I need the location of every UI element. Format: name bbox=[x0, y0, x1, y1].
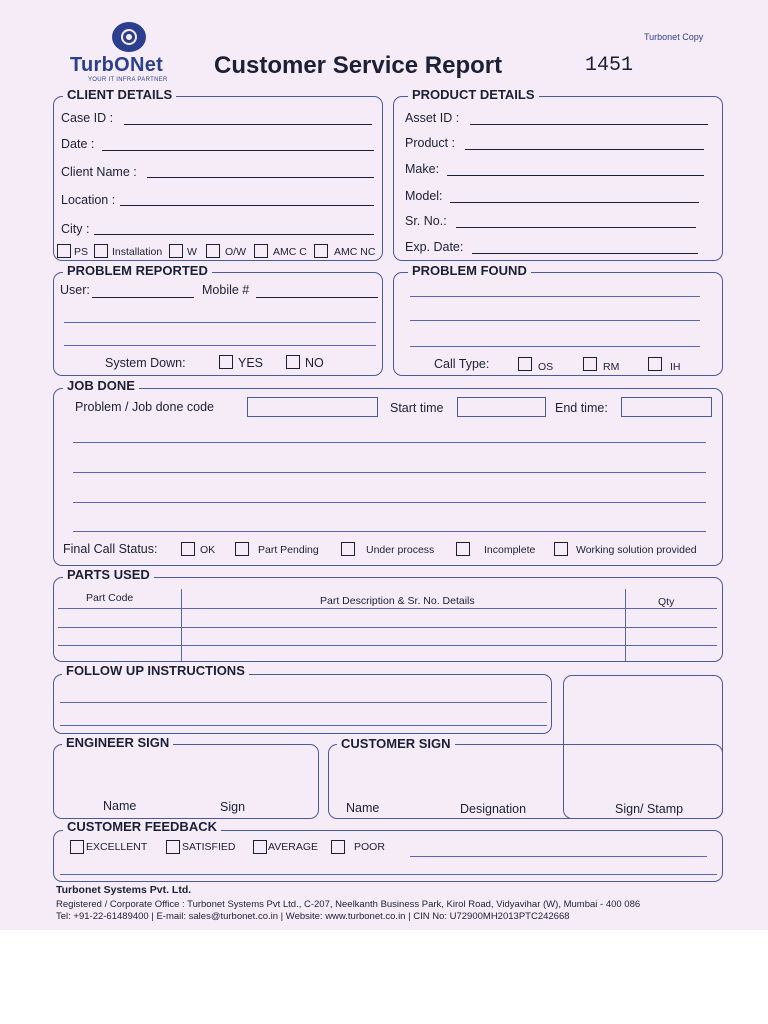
checkbox-call-type-os[interactable] bbox=[518, 357, 532, 371]
serial-number: 1451 bbox=[585, 54, 634, 77]
footer-company: Turbonet Systems Pvt. Ltd. bbox=[56, 884, 192, 896]
checkbox-status-under-process[interactable] bbox=[341, 542, 355, 556]
parts-row-line[interactable] bbox=[58, 608, 717, 609]
sr-no-label: Sr. No.: bbox=[405, 214, 447, 228]
start-time-input[interactable] bbox=[457, 397, 546, 417]
parts-row-line[interactable] bbox=[58, 627, 717, 628]
sr-no-field[interactable] bbox=[456, 227, 696, 228]
feedback-excellent-label: EXCELLENT bbox=[86, 841, 148, 853]
job-done-line[interactable] bbox=[73, 531, 706, 532]
make-label: Make: bbox=[405, 162, 440, 176]
footer-contact: Tel: +91-22-61489400 | E-mail: sales@turbonet.co.in | Website: www.turbonet.co.in | CIN No: U72900MH2013PTC242668 bbox=[56, 911, 570, 922]
date-label: Date : bbox=[61, 137, 95, 151]
checkbox-system-down-no[interactable] bbox=[286, 355, 300, 369]
checkbox-system-down-yes[interactable] bbox=[219, 355, 233, 369]
product-details-title: PRODUCT DETAILS bbox=[408, 88, 539, 102]
engineer-sign-title: ENGINEER SIGN bbox=[62, 736, 173, 750]
job-done-line[interactable] bbox=[73, 442, 706, 443]
end-time-label: End time: bbox=[555, 401, 608, 415]
problem-reported-line[interactable] bbox=[64, 322, 376, 323]
checkbox-status-incomplete[interactable] bbox=[456, 542, 470, 556]
model-label: Model: bbox=[405, 189, 443, 203]
checkbox-status-part-pending[interactable] bbox=[235, 542, 249, 556]
user-label: User: bbox=[60, 283, 90, 297]
follow-up-line[interactable] bbox=[60, 725, 547, 726]
checkbox-ow[interactable] bbox=[206, 244, 220, 258]
city-label: City : bbox=[61, 222, 90, 236]
checkbox-amc-c[interactable] bbox=[254, 244, 268, 258]
location-label: Location : bbox=[61, 193, 116, 207]
checkbox-call-type-rm[interactable] bbox=[583, 357, 597, 371]
status-part-pending-label: Part Pending bbox=[258, 544, 319, 556]
client-details-title: CLIENT DETAILS bbox=[63, 88, 176, 102]
parts-col-divider bbox=[181, 589, 182, 661]
exp-date-field[interactable] bbox=[472, 253, 698, 254]
checkbox-feedback-average[interactable] bbox=[253, 840, 267, 854]
product-field[interactable] bbox=[465, 149, 704, 150]
client-name-label: Client Name : bbox=[61, 165, 137, 179]
feedback-average-label: AVERAGE bbox=[268, 841, 318, 853]
status-under-process-label: Under process bbox=[366, 544, 435, 556]
status-ok-label: OK bbox=[200, 544, 216, 556]
call-type-os-label: OS bbox=[538, 361, 554, 373]
checkbox-ps-label: PS bbox=[74, 246, 89, 258]
status-working-label: Working solution provided bbox=[576, 544, 697, 556]
checkbox-amc-nc-label: AMC NC bbox=[334, 246, 376, 258]
parts-col-description: Part Description & Sr. No. Details bbox=[320, 595, 475, 607]
checkbox-amc-nc[interactable] bbox=[314, 244, 328, 258]
checkbox-feedback-excellent[interactable] bbox=[70, 840, 84, 854]
status-incomplete-label: Incomplete bbox=[484, 544, 536, 556]
brand-tagline: YOUR IT INFRA PARTNER bbox=[88, 77, 168, 83]
customer-sign-title: CUSTOMER SIGN bbox=[337, 737, 455, 751]
case-id-field[interactable] bbox=[124, 124, 372, 125]
checkbox-call-type-ih[interactable] bbox=[648, 357, 662, 371]
case-id-label: Case ID : bbox=[61, 111, 114, 125]
parts-used-title: PARTS USED bbox=[63, 568, 154, 582]
parts-col-qty: Qty bbox=[658, 596, 675, 608]
job-done-code-input[interactable] bbox=[247, 397, 378, 417]
call-type-label: Call Type: bbox=[434, 357, 490, 371]
product-label: Product : bbox=[405, 136, 456, 150]
job-done-line[interactable] bbox=[73, 472, 706, 473]
parts-used-box bbox=[53, 577, 723, 662]
customer-designation-label: Designation bbox=[460, 802, 527, 816]
parts-row-line[interactable] bbox=[58, 645, 717, 646]
parts-col-code: Part Code bbox=[86, 592, 134, 604]
problem-found-line[interactable] bbox=[410, 296, 700, 297]
engineer-sign-box bbox=[53, 744, 319, 819]
customer-stamp-label: Sign/ Stamp bbox=[615, 802, 684, 816]
start-time-label: Start time bbox=[390, 401, 444, 415]
final-call-status-label: Final Call Status: bbox=[63, 542, 158, 556]
checkbox-feedback-satisfied[interactable] bbox=[166, 840, 180, 854]
asset-id-field[interactable] bbox=[470, 124, 708, 125]
system-down-label: System Down: bbox=[105, 356, 186, 370]
customer-feedback-title: CUSTOMER FEEDBACK bbox=[63, 820, 221, 834]
checkbox-ow-label: O/W bbox=[225, 246, 246, 258]
problem-found-line[interactable] bbox=[410, 320, 700, 321]
user-field[interactable] bbox=[92, 297, 194, 298]
problem-reported-line[interactable] bbox=[64, 345, 376, 346]
turbonet-logo-icon bbox=[112, 22, 146, 52]
checkbox-ps[interactable] bbox=[57, 244, 71, 258]
city-field[interactable] bbox=[94, 234, 374, 235]
exp-date-label: Exp. Date: bbox=[405, 240, 464, 254]
feedback-comment-line[interactable] bbox=[410, 856, 707, 857]
checkbox-status-ok[interactable] bbox=[181, 542, 195, 556]
problem-reported-title: PROBLEM REPORTED bbox=[63, 264, 212, 278]
model-field[interactable] bbox=[450, 202, 699, 203]
call-type-rm-label: RM bbox=[603, 361, 620, 373]
checkbox-amc-c-label: AMC C bbox=[273, 246, 307, 258]
engineer-name-label: Name bbox=[103, 799, 137, 813]
date-field[interactable] bbox=[102, 150, 374, 151]
checkbox-status-working[interactable] bbox=[554, 542, 568, 556]
follow-up-line[interactable] bbox=[60, 702, 547, 703]
checkbox-installation-label: Installation bbox=[112, 246, 163, 258]
follow-up-title: FOLLOW UP INSTRUCTIONS bbox=[62, 664, 249, 678]
brand-name: TurbONet bbox=[70, 54, 164, 76]
problem-found-line[interactable] bbox=[410, 346, 700, 347]
page-title: Customer Service Report bbox=[214, 52, 503, 79]
checkbox-installation[interactable] bbox=[94, 244, 108, 258]
call-type-ih-label: IH bbox=[670, 361, 681, 373]
footer-address: Registered / Corporate Office : Turbonet Systems Pvt Ltd., C-207, Neelkanth Business Park, Kirol Road, Vidyavihar (W), Mumbai - 400 086 bbox=[56, 899, 641, 910]
job-done-title: JOB DONE bbox=[63, 379, 139, 393]
feedback-poor-label: POOR bbox=[354, 841, 385, 853]
customer-name-label: Name bbox=[346, 801, 380, 815]
system-down-yes-label: YES bbox=[238, 356, 264, 370]
client-name-field[interactable] bbox=[147, 177, 374, 178]
engineer-sign-label: Sign bbox=[220, 800, 246, 814]
asset-id-label: Asset ID : bbox=[405, 111, 460, 125]
parts-col-divider bbox=[625, 589, 626, 661]
location-field[interactable] bbox=[120, 205, 374, 206]
checkbox-w[interactable] bbox=[169, 244, 183, 258]
problem-found-title: PROBLEM FOUND bbox=[408, 264, 531, 278]
mobile-label: Mobile # bbox=[202, 283, 250, 297]
mobile-field[interactable] bbox=[256, 297, 378, 298]
checkbox-w-label: W bbox=[187, 246, 197, 258]
end-time-input[interactable] bbox=[621, 397, 712, 417]
copy-label: Turbonet Copy bbox=[644, 32, 704, 42]
system-down-no-label: NO bbox=[305, 356, 324, 370]
make-field[interactable] bbox=[447, 175, 704, 176]
job-done-code-label: Problem / Job done code bbox=[75, 400, 214, 414]
job-done-line[interactable] bbox=[73, 502, 706, 503]
feedback-satisfied-label: SATISFIED bbox=[182, 841, 236, 853]
checkbox-feedback-poor[interactable] bbox=[331, 840, 345, 854]
feedback-comment-line[interactable] bbox=[60, 874, 717, 875]
